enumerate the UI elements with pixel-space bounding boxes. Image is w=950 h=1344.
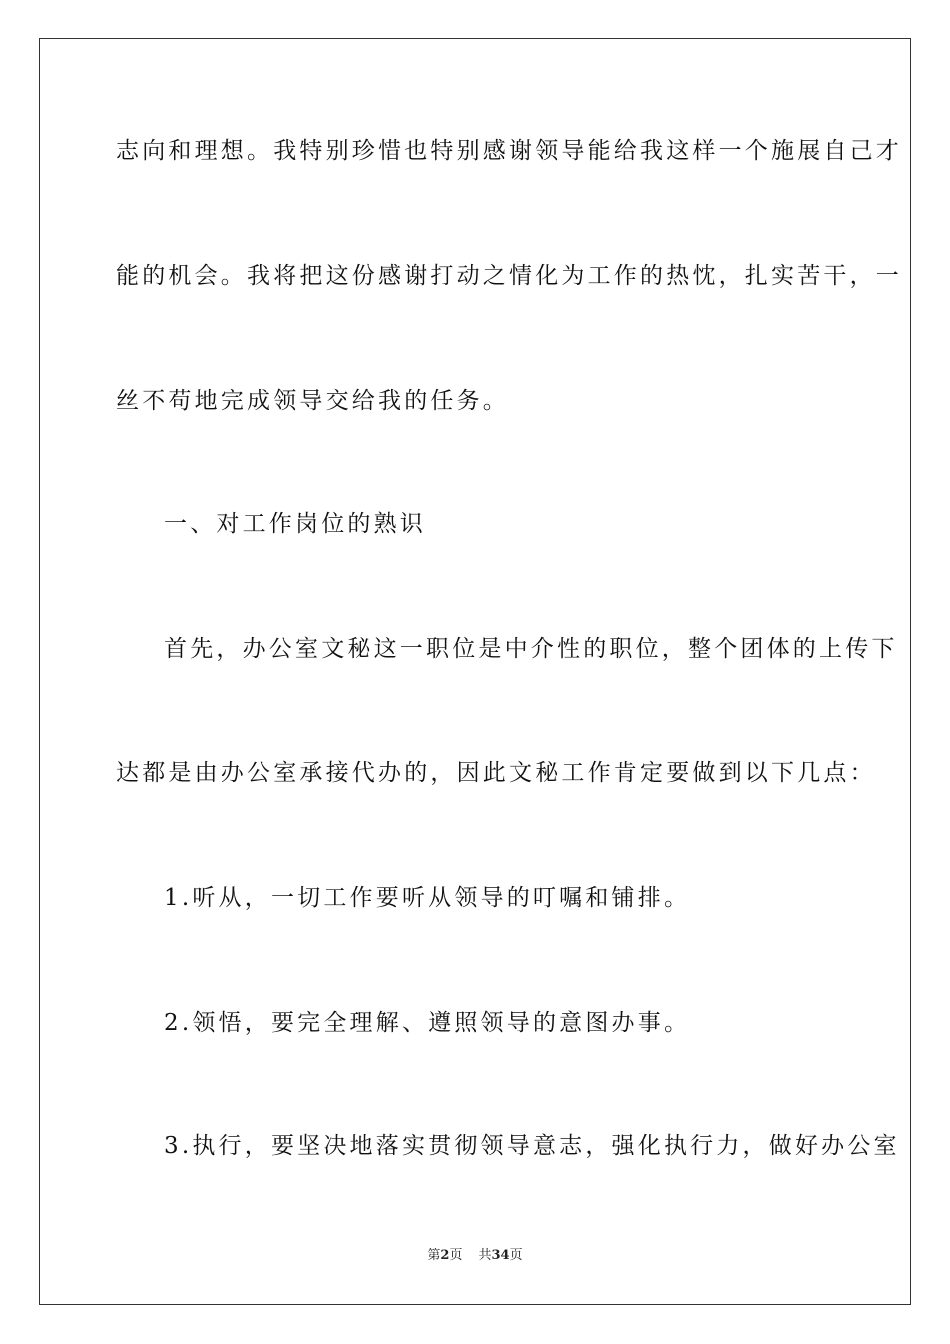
paragraph-line-3: 丝不苟地完成领导交给我的任务。	[116, 388, 509, 414]
page-number: 2	[440, 1248, 450, 1263]
section-heading: 一、对工作岗位的熟识	[164, 511, 426, 537]
page-footer	[0, 1247, 950, 1265]
list-item-1: 1.听从，一切工作要听从领导的叮嘱和铺排。	[164, 885, 691, 911]
paragraph-line-1: 志向和理想。我特别珍惜也特别感谢领导能给我这样一个施展自己才	[116, 138, 902, 164]
page-suffix: 页	[449, 1248, 463, 1263]
paragraph-line-6: 达都是由办公室承接代办的，因此文秘工作肯定要做到以下几点：	[116, 760, 876, 786]
total-prefix: 共	[478, 1248, 492, 1263]
list-item-2: 2.领悟，要完全理解、遵照领导的意图办事。	[164, 1010, 691, 1036]
total-suffix: 页	[509, 1248, 523, 1263]
paragraph-line-2: 能的机会。我将把这份感谢打动之情化为工作的热忱，扎实苦干，一	[116, 263, 902, 289]
paragraph-line-5: 首先，办公室文秘这一职位是中介性的职位，整个团体的上传下	[164, 636, 898, 662]
total-pages: 34	[491, 1248, 510, 1263]
page-prefix: 第	[427, 1248, 441, 1263]
page-border	[39, 38, 911, 1305]
list-item-3: 3.执行，要坚决地落实贯彻领导意志，强化执行力，做好办公室	[164, 1133, 900, 1159]
